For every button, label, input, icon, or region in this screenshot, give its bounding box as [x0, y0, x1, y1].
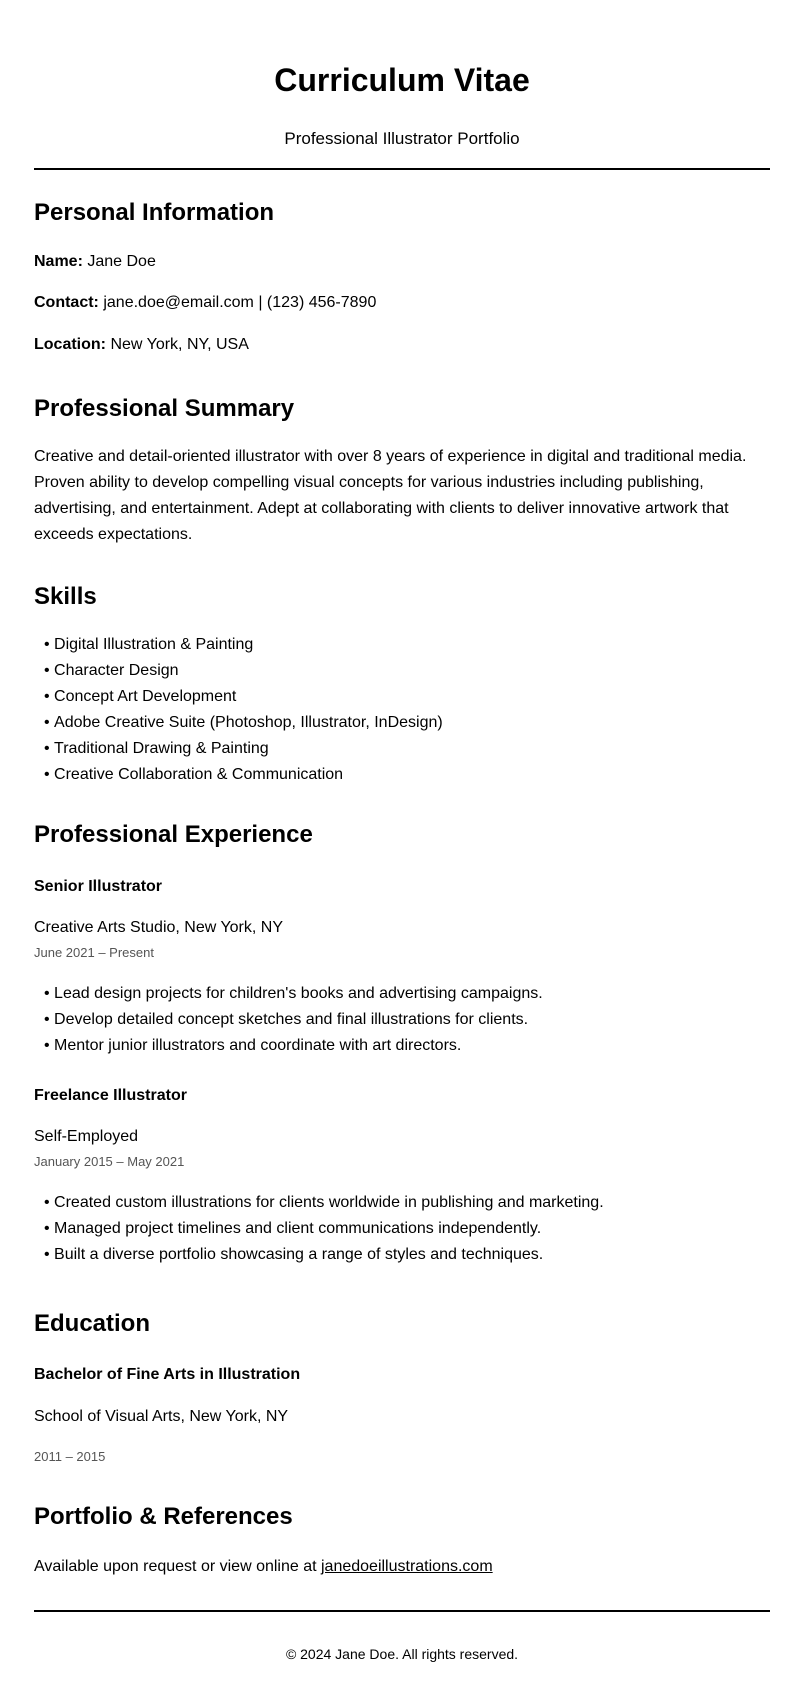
personal-location-row — [34, 334, 249, 356]
job-duty-item: • Mentor junior illustrators and coordinate with art directors. — [44, 1035, 543, 1061]
section-heading-summary: Professional Summary — [34, 395, 295, 422]
section-heading-education: Education — [34, 1310, 151, 1337]
contact-value: jane.doe@email.com | (123) 456-7890 — [103, 294, 377, 311]
job-dates: June 2021 – Present — [34, 945, 154, 960]
section-heading-portfolio: Portfolio & References — [34, 1503, 293, 1530]
skill-item: • Character Design — [44, 660, 443, 686]
page-title: Curriculum Vitae — [274, 62, 530, 98]
section-heading-personal: Personal Information — [34, 199, 275, 226]
skill-item: • Concept Art Development — [44, 686, 443, 712]
skill-item: • Digital Illustration & Painting — [44, 634, 443, 660]
job-title: Freelance Illustrator — [34, 1087, 187, 1104]
header-divider — [34, 168, 770, 170]
skills-list — [44, 634, 443, 790]
personal-contact-row — [34, 292, 376, 314]
job-company: Creative Arts Studio, New York, NY — [34, 919, 283, 936]
job-duty-item: • Created custom illustrations for clients worldwide in publishing and marketing. — [44, 1192, 604, 1218]
name-value: Jane Doe — [87, 253, 156, 270]
footer-copyright: © 2024 Jane Doe. All rights reserved. — [285, 1646, 519, 1662]
job-duty-item: • Lead design projects for children's books and advertising campaigns. — [44, 983, 543, 1009]
name-label: Name: — [34, 253, 83, 270]
skill-item: • Creative Collaboration & Communication — [44, 764, 443, 790]
section-heading-experience: Professional Experience — [34, 821, 313, 848]
location-label: Location: — [34, 336, 106, 353]
job-duty-item: • Develop detailed concept sketches and final illustrations for clients. — [44, 1009, 543, 1035]
personal-name-row — [34, 251, 156, 273]
education-dates: 2011 – 2015 — [34, 1449, 106, 1464]
job-duty-item: • Built a diverse portfolio showcasing a range of styles and techniques. — [44, 1244, 604, 1270]
summary-paragraph: Creative and detail-oriented illustrator with over 8 years of experience in digital and traditional media. Proven ability to develop compelling visual concepts for various industries including publishing, advertising, and entertainment. Adept at collaborating with clients to deliver innovative artwork that exceeds expectations. — [34, 448, 747, 543]
job-duties-list — [44, 1192, 604, 1270]
portfolio-text — [34, 1556, 493, 1578]
degree-title: Bachelor of Fine Arts in Illustration — [34, 1366, 301, 1383]
footer-divider — [34, 1610, 770, 1612]
contact-label: Contact: — [34, 294, 99, 311]
location-value: New York, NY, USA — [110, 336, 249, 353]
job-duties-list — [44, 983, 543, 1061]
job-company: Self-Employed — [34, 1128, 139, 1145]
job-title: Senior Illustrator — [34, 878, 163, 895]
school-name: School of Visual Arts, New York, NY — [34, 1408, 289, 1425]
job-dates: January 2015 – May 2021 — [34, 1154, 185, 1169]
job-duty-item: • Managed project timelines and client communications independently. — [44, 1218, 604, 1244]
portfolio-text-prefix: Available upon request or view online at — [34, 1558, 321, 1575]
skill-item: • Traditional Drawing & Painting — [44, 738, 443, 764]
skill-item: • Adobe Creative Suite (Photoshop, Illustrator, InDesign) — [44, 712, 443, 738]
page-subtitle: Professional Illustrator Portfolio — [284, 129, 520, 148]
section-heading-skills: Skills — [34, 583, 97, 610]
portfolio-link[interactable]: janedoeillustrations.com — [321, 1558, 493, 1575]
